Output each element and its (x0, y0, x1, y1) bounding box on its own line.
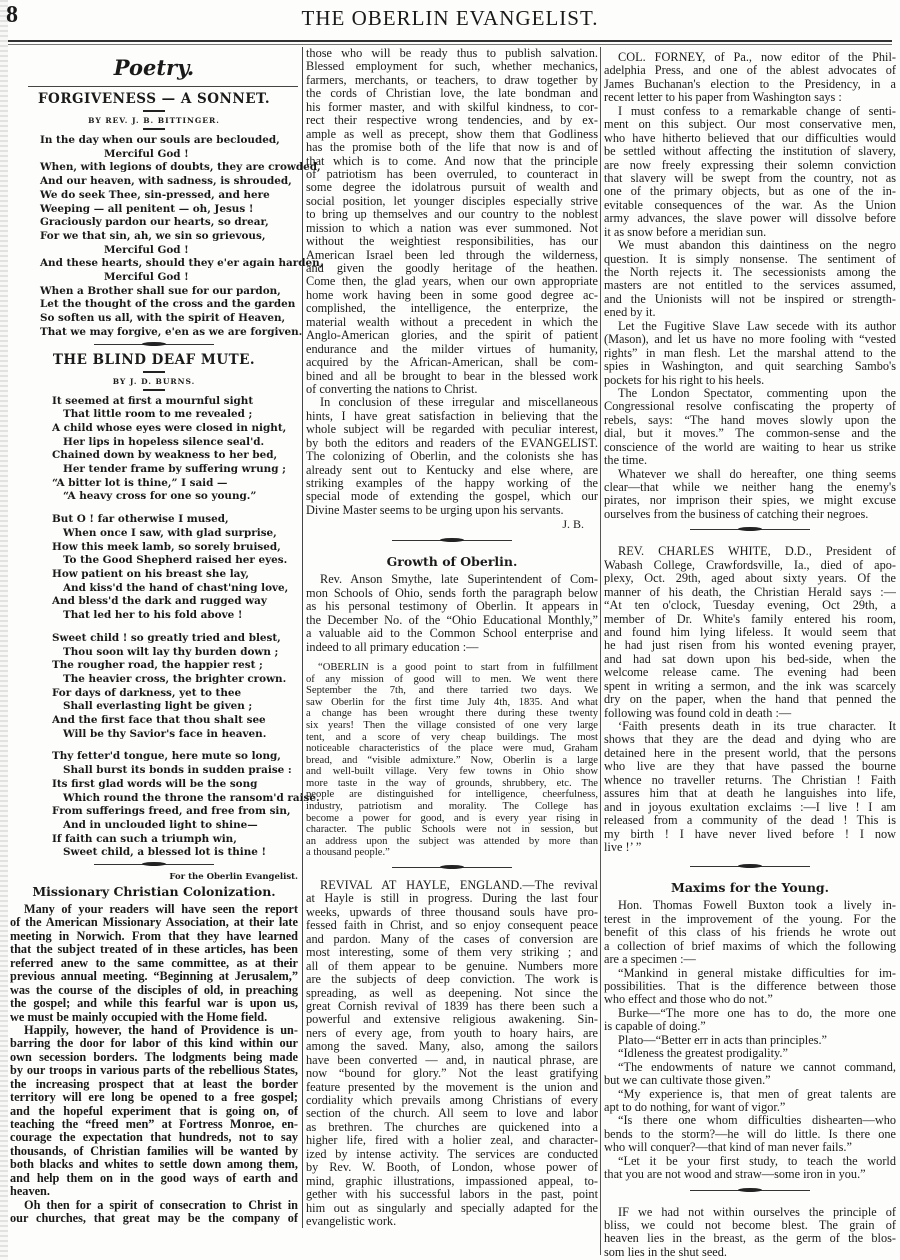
text-line: detained here in the present world, that the persons (604, 746, 896, 760)
text-line: is capable of doing.” (604, 1020, 706, 1034)
text-line: to bring up themselves and our country to the noblest (306, 208, 598, 222)
text-line: previous annual meeting. “Beginning at Jerusalem,” (10, 970, 298, 984)
text-line: referred anew to the same committee, as at their (10, 956, 298, 970)
ornament-divider (690, 1190, 810, 1194)
text-line: as brethren. The churches are quickened into a (306, 1120, 598, 1134)
text-line: teaching the “freed men” at Fortress Monroe, en- (10, 1118, 298, 1132)
text-line: the cords of Christian love, the late bondman and (306, 87, 598, 101)
poem-byline-blind-deaf-mute: BY J. D. BURNS. (112, 376, 196, 386)
text-line: spent in writing a sermon, and the ink was scarcely (604, 679, 896, 693)
text-line: and help them on in the good ways of earth and (10, 1171, 298, 1185)
text-line: Whatever we shall do hereafter, one thing seems (618, 467, 896, 481)
text-line: social position, let younger disciples especially strive (306, 194, 598, 208)
text-line: meeting in Norwich. From that they have learned (10, 929, 298, 943)
poem-line: Merciful God ! (104, 243, 189, 256)
poem-line: From sufferings freed, and free from sin, (52, 805, 291, 818)
text-line: The colonizing of Oberlin, and the colonists she has (306, 450, 598, 464)
text-line: Let the Fugitive Slave Law secede with its author (618, 319, 896, 333)
poem-line: That led her to his fold above ! (63, 609, 243, 622)
text-line: a change has been wrought there during these twenty (306, 708, 598, 720)
text-line: of patriotism has been overruled, to counteract in (306, 167, 598, 181)
text-line: “The endowments of nature we cannot command, (618, 1060, 896, 1074)
text-line: “My experience is, that men of great talents are (618, 1087, 896, 1101)
text-line: and the Unionists will not be inspired or strength- (604, 292, 896, 306)
poem-line: Thy fetter'd tongue, here mute so long, (52, 750, 281, 763)
text-line: of any mission of good will to men. We went there (306, 673, 598, 685)
article-growth-intro (306, 573, 598, 654)
text-line: pockets for his right to his heels. (604, 373, 765, 387)
poem-line: And kiss'd the hand of chast'ning love, (63, 581, 289, 594)
left-column (10, 47, 324, 1226)
text-line: special mode of extending the gospel, which our (306, 490, 598, 504)
poem-line: When a Brother shall sue for our pardon, (40, 284, 281, 297)
text-line: indeed to all primary education :— (306, 640, 479, 654)
text-line: Hon. Thomas Fowell Buxton took a lively in- (618, 899, 896, 913)
text-line: be settled without affecting the institution of slavery, (604, 145, 896, 159)
text-line: was the course of the disciples of old, in preaching (10, 983, 298, 997)
poem-line: The rougher road, the happier rest ; (52, 659, 263, 672)
masthead-rule (8, 40, 892, 45)
text-line: shows that they are the dead and dying who are (604, 733, 896, 747)
article-title-maxims: Maxims for the Young. (670, 880, 829, 896)
poem-line: Her lips in hopeless silence seal'd. (63, 435, 265, 448)
text-line: that slavery will be swept from the country, not as (604, 171, 896, 185)
text-line: home work having been in some good degree ac- (306, 288, 598, 302)
poem-title-blind-deaf-mute: THE BLIND DEAF MUTE. (52, 351, 256, 368)
text-line: bined and all be brought to bear in the blessed work (306, 369, 598, 383)
text-line: assures him that at death he languishes into life, (604, 787, 896, 801)
text-line: ‘Faith presents death in its true character. It (618, 720, 896, 733)
text-line: at Hayle is still in progress. During the last four (306, 892, 598, 906)
poem-line: A child whose eyes were closed in night, (52, 421, 287, 434)
poem-line: And in unclouded light to shine— (63, 818, 258, 831)
text-line: whence no traveller returns. The Christian ! Faith (604, 773, 896, 787)
poem-forgiveness (10, 134, 324, 340)
text-line: In conclusion of these irregular and miscellaneous (320, 396, 598, 410)
text-line: both blacks and whites to settle down among them, (10, 1158, 298, 1172)
text-line: “Is there one whom difficulties dishearten—who (618, 1114, 896, 1128)
text-line: thousands, of Christian families will be wanted by (10, 1144, 298, 1158)
title-rule (143, 110, 165, 112)
text-line: some degree the idolatrous pursuit of wealth and (306, 181, 598, 195)
text-line: som lies in the shut seed. (604, 1245, 727, 1259)
text-line: cordiality which prevails among Christians of every (306, 1094, 598, 1108)
right-column (600, 47, 896, 1259)
text-line: have been converted — and, in nautical phrase, are (306, 1053, 598, 1067)
article-missionary-body (10, 903, 298, 1226)
poem-line: Let the thought of the cross and the garden (40, 298, 296, 311)
text-line: that which is to come. And now that the principle (306, 154, 598, 168)
poem-line: In the day when our souls are beclouded, (40, 134, 280, 146)
text-line: James Buchanan's election to the Presidency, in a (604, 77, 896, 91)
text-line: character. The public Schools were not in session, but (306, 824, 598, 836)
text-line: evitable consequences of the war. As the Union (604, 198, 896, 212)
text-line: ourselves from the business of catching their negroes. (604, 507, 869, 521)
text-line: rebels, says: “The hand moves slowly upon the (604, 413, 896, 427)
text-line: Anglo-American glories, and the spirit of patient (306, 329, 598, 343)
text-line: tent, and a score of very cheap buildings. The most (306, 731, 598, 743)
poem-line: Merciful God ! (104, 271, 189, 284)
text-line: live !’ ” (604, 840, 642, 854)
text-line: heaven. (10, 1185, 50, 1199)
poem-line: Her tender frame by suffering wrung ; (63, 463, 286, 476)
article-signature: J. B. (562, 517, 584, 532)
poem-line: How this meek lamb, so sorely bruised, (52, 540, 281, 553)
byline-rule (143, 128, 165, 130)
page-edge-speckle (0, 0, 8, 1260)
text-line: Burke—“The more one has to do, the more one (618, 1006, 896, 1020)
text-line: question. It is simply nonsense. The sentiment of (604, 252, 896, 266)
poem-line: If faith can such a triumph win, (52, 832, 237, 845)
poem-line: For days of darkness, yet to thee (52, 686, 242, 699)
text-line: fessed faith in Christ, and so enjoy consequent peace (306, 919, 598, 933)
poem-line: To the Good Shepherd raised her eyes. (63, 554, 288, 567)
text-line: his former master, and with skilful kindness, to cor- (306, 100, 598, 114)
text-line: REV. CHARLES WHITE, D.D., President of (618, 545, 896, 559)
text-line: great Cornish revival of 1839 has there been such a (306, 999, 598, 1013)
text-line: ample as well as precept, show them that Godliness (306, 127, 598, 141)
text-line: adelphia Press, and one of the ablest advocates of (604, 64, 896, 78)
text-line: heaven lies in the breast, as the germ of the blos- (604, 1232, 896, 1246)
text-line: that you are not wood and straw—some iron in you.” (604, 1168, 866, 1182)
poem-line: “A bitter lot is thine,” I said — (52, 476, 228, 489)
text-line: him out as singularly and specially adapted for the (306, 1201, 598, 1215)
text-line: welcome release came. The evening had been (604, 666, 896, 680)
text-line: pirates, nor imprison their spies, we might excuse (604, 494, 896, 508)
article-maxims-for-the-young (604, 899, 896, 1181)
text-line: mon Schools of Ohio, sends forth the paragraph below (306, 586, 598, 600)
text-line: but we can cultivate those given.” (604, 1074, 771, 1088)
poem-line: When once I saw, with glad surprise, (63, 526, 277, 539)
poem-line: How patient on his breast she lay, (52, 567, 250, 580)
text-line: weeks, upwards of three thousand souls have pro- (306, 905, 598, 919)
text-line: and the hopeful experiment that is going on, of (10, 1104, 298, 1118)
poem-line: “A heavy cross for one so young.” (63, 490, 257, 503)
text-line: Wabash College, Crawfordsville, Ia., died of apo- (604, 558, 896, 572)
ornament-divider (690, 866, 810, 870)
text-line: those who will be ready thus to publish salvation. (306, 47, 598, 60)
text-line: REVIVAL AT HAYLE, ENGLAND.—The revival (320, 879, 598, 893)
poem-line: So soften us all, with the spirit of Heaven, (40, 312, 286, 325)
text-line: by Rev. W. Booth, of London, whose power of (306, 1161, 598, 1175)
text-line: of the American Missionary Association, at their late (10, 916, 298, 930)
text-line: Happily, however, the hand of Providence is un- (24, 1023, 298, 1037)
text-line: more taste in the way of grounds, shrubbery, etc. The (306, 777, 598, 789)
text-line: has the promise both of the life that now is and of (306, 141, 598, 155)
article-principle-of-bliss (604, 1206, 896, 1260)
text-line: member of Dr. White's family entered his room, (604, 612, 896, 626)
text-line: own secession borders. The lodgments being made (10, 1050, 298, 1064)
text-line: spreading, as well as deepening. Not since the (306, 986, 598, 1000)
text-line: we must be mainly occupied with the Home field. (10, 1010, 268, 1024)
text-line: and pardon. Many of the cases of conversion are (306, 932, 598, 946)
text-line: are a specimen :— (604, 953, 696, 967)
poem-line: The heavier cross, the brighter crown. (63, 672, 287, 685)
text-line: already sent out to Kentucky and else where, are (306, 463, 598, 477)
text-line: ment on this subject. Our most conservative men, (604, 118, 896, 132)
text-line: manner of his death, the Christian Herald says :— (604, 585, 896, 599)
text-line: whole subject will be regarded with peculiar interest, (306, 423, 598, 437)
article-revival-at-hayle (306, 879, 598, 1228)
text-line: Rev. Anson Smythe, late Superintendent of Com- (320, 573, 598, 587)
text-line: bends to the storm?—he will do little. Is there one (604, 1127, 896, 1141)
text-line: the North rejects it. The secessionists among the (604, 266, 896, 279)
article-title-missionary: Missionary Christian Colonization. (32, 884, 276, 900)
text-line: farmers, merchants, or teachers, to draw together by (306, 73, 598, 87)
text-line: noticeable characteristics of the place were mud, Graham (306, 743, 598, 755)
text-line: apt to do nothing, for want of vigor.” (604, 1100, 786, 1114)
text-line: it as snow before a meridian sun. (604, 225, 767, 239)
text-line: and given the goodly heritage of the heathen. (306, 262, 598, 275)
article-attribution: For the Oberlin Evangelist. (169, 872, 298, 883)
byline-rule (143, 389, 165, 391)
text-line: who effect and those who do not.” (604, 993, 773, 1007)
text-line: that the subject treated of in these articles, has been (10, 943, 298, 957)
text-line: clear—that while we neither hang the enemy's (604, 481, 896, 494)
poem-title-forgiveness: FORGIVENESS — A SONNET. (37, 91, 271, 107)
poem-line: It seemed at first a mournful sight (52, 394, 254, 407)
article-missionary-continuation (306, 47, 598, 517)
text-line: Plato—“Better err in acts than principles.” (618, 1033, 827, 1047)
poem-line: Sweet child ! so greatly tried and blest, (52, 631, 281, 644)
article-rev-charles-white (604, 545, 896, 854)
text-line: mission to which a nation was ever summoned. Not (306, 221, 598, 235)
text-line: industry, patriotism and morality. The College has (306, 801, 598, 813)
poem-line: For we that sin, ah, we sin so grievous, (40, 229, 266, 242)
text-line: dry on the paper, when the hand that penned the (604, 693, 896, 707)
section-rule (28, 86, 298, 87)
text-line: ened by it. (604, 306, 656, 320)
text-line: released from a community of the dead ! This is (604, 814, 896, 828)
text-line: evangelistic work. (306, 1214, 397, 1228)
text-line: bliss, we could not become blest. The grain of (604, 1219, 896, 1232)
text-line: striking examples of the happy working of the (306, 477, 598, 490)
text-line: people are distinguished for intelligence, cheerfulness, (306, 789, 598, 801)
text-line: are now freely expressing their solemn conviction (604, 158, 896, 172)
poem-line: Shall everlasting light be given ; (63, 700, 253, 713)
text-line: dial, but it moves.” The common-sense and the (604, 427, 896, 441)
text-line: an address upon the subject was attended by more than (306, 835, 598, 847)
text-line: spies in Washington, and quit searching Sambo's (604, 360, 896, 374)
text-line: IF we had not within ourselves the principle of (618, 1205, 896, 1219)
text-line: saw Oberlin for the first time July 4th, 1835. And what (306, 696, 598, 708)
text-line: Divine Master seems to be urging upon his servants. (306, 503, 564, 517)
text-line: a thousand people.” (306, 847, 390, 859)
text-line: feature presented by the movement is the union and (306, 1080, 598, 1094)
text-line: acquired by the African-American, shall be com- (306, 356, 598, 370)
text-line: “Idleness the greatest prodigality.” (618, 1047, 788, 1061)
text-line: possibilities. That is the difference between those (604, 980, 896, 993)
text-line: our churches, that great may be the company of (10, 1212, 298, 1226)
text-line: one of the primary objects, but as one of the in- (604, 185, 896, 199)
text-line: powerful and extensive religious awakening. Sin- (306, 1013, 598, 1027)
text-line: the December No. of the “Ohio Educational Monthly,” (306, 613, 598, 627)
text-line: Many of your readers will have seen the report (24, 903, 298, 917)
text-line: (Mason), and let us have no more fooling with “vested (604, 333, 896, 347)
text-line: among the saved. Many, also, among the sailors (306, 1040, 598, 1054)
section-heading-poetry: Poetry. (113, 55, 195, 80)
text-line: six years! Then the village consisted of one very large (306, 719, 598, 731)
text-line: bread, and “visible admixture.” Now, Oberlin is a large (306, 754, 598, 766)
title-rule (143, 371, 165, 373)
text-line: mind, graphic illustrations, impassioned appeal, to- (306, 1174, 598, 1188)
text-line: are the subjects of deep conviction. The work is (306, 973, 598, 987)
text-line: rights” in man flesh. Let the marshal attend to the (604, 346, 896, 360)
poem-line: And bless'd the dark and rugged way (52, 595, 267, 608)
text-line: complished, the intelligence, the enterprize, the (306, 302, 598, 316)
text-line: gether with his successful labors in the past, point (306, 1188, 598, 1202)
text-line: without the weightiest responsibilities, has our (306, 235, 598, 249)
text-line: who live are they that have passed the bourne (604, 760, 896, 774)
poem-byline-forgiveness: BY REV. J. B. BITTINGER. (88, 116, 220, 125)
poem-line: And our heaven, with sadness, is shrouded, (40, 175, 292, 188)
text-line: section of the church. All seem to love and labor (306, 1107, 598, 1121)
text-line: the gospel; and while this fearful war is upon us, (10, 997, 298, 1011)
poem-line: Weeping — all penitent — oh, Jesus ! (40, 202, 254, 215)
poem-line: We do seek Thee, sin-pressed, and here (40, 188, 270, 201)
text-line: endurance and the milder virtues of humanity, (306, 342, 598, 356)
text-line: who have hitherto believed that our difficulties would (604, 131, 896, 145)
text-line: The London Spectator, commenting upon the (618, 386, 896, 400)
ornament-divider (94, 344, 214, 348)
text-line: Blessed employment for such, whether mechanics, (306, 60, 598, 74)
text-line: Congressional resolve confiscating the property of (604, 400, 896, 414)
poem-line: Merciful God ! (104, 147, 189, 160)
masthead-title: THE OBERLIN EVANGELIST. (301, 6, 599, 30)
text-line: Come then, the glad years, when our own appropriate (306, 275, 598, 289)
text-line: Oh then for a spirit of consecration to Christ in (24, 1198, 298, 1212)
poem-line: Sweet child, a blessed lot is thine ! (63, 846, 267, 859)
text-line: and had sat down upon his bed-side, when the (604, 652, 896, 666)
text-line: army advances, the slave power will dissolve before (604, 212, 896, 226)
text-line: of converting the nations to Christ. (306, 382, 478, 396)
ornament-divider (392, 867, 512, 871)
poem-line: That we may forgive, e'en as we are forgiven. (40, 325, 303, 338)
text-line: a collection of brief maxims of which the following (604, 939, 896, 953)
text-line: and in joyous exultation exclaims :—I live ! I am (604, 800, 896, 814)
text-line: the increasing prospect that at least the border (10, 1077, 298, 1091)
text-line: COL. FORNEY, of Pa., now editor of the Phil- (618, 51, 896, 64)
article-col-forney (604, 51, 896, 521)
text-line: masters are not entitled to the services assumed, (604, 279, 896, 293)
text-line: benefit of this class of his friends he wrote out (604, 926, 896, 940)
text-line: a valuable aid to the Common School enterprise and (306, 627, 598, 641)
text-line: who will conquer?—that kind of man never fails.” (604, 1141, 852, 1155)
poem-line: Which round the throne the ransom'd raise. (63, 791, 320, 804)
text-line: “Let it be your first study, to teach the world (618, 1154, 896, 1168)
poem-line: Graciously pardon our hearts, so drear, (40, 216, 269, 229)
text-line: following was found cold in death :— (604, 706, 792, 720)
middle-column (302, 47, 598, 1228)
ornament-divider (94, 864, 214, 868)
text-line: by both the editors and readers of the EVANGELIST. (306, 436, 598, 450)
poem-blind-deaf-mute (10, 394, 320, 861)
text-line: “OBERLIN is a good point to start from in fulfillment (318, 661, 598, 673)
text-line: he had just risen from his wonted evening prayer, (604, 639, 896, 653)
text-line: conscience of the world are waiting to hear us strike (604, 440, 896, 454)
text-line: American Israel been led through the wilderness, (306, 248, 598, 262)
poem-line: Shall burst its bonds in sudden praise : (63, 764, 292, 777)
text-line: now “bound for glory.” Not the least gratifying (306, 1067, 598, 1081)
text-line: We must abandon this daintiness on the negro (618, 239, 896, 253)
text-line: most interesting, some of them very striking ; and (306, 946, 598, 960)
text-line: terest in the improvement of the young. For the (604, 912, 896, 926)
poem-line: And these hearts, should they e'er again harden, (40, 257, 324, 270)
text-line: my birth ! I have never lived before ! I now (604, 827, 896, 841)
text-line: and found him lying lifeless. It would seem that (604, 625, 896, 639)
text-line: become a power for good, and is every year rising in (306, 812, 598, 824)
article-title-growth-of-oberlin: Growth of Oberlin. (386, 554, 518, 570)
article-growth-quote (306, 662, 598, 859)
text-line: September the 7th, and there tarried two days. We (306, 685, 598, 697)
poem-line: Chained down by weakness to her bed, (52, 449, 278, 462)
text-line: “At ten o'clock, Tuesday evening, Oct 29th, a (604, 599, 896, 613)
text-line: barring the door for labor of this kind within our (10, 1037, 298, 1051)
poem-line: Will be thy Savior's face in heaven. (63, 727, 267, 740)
page-number: 8 (6, 2, 18, 28)
poem-line: When, with legions of doubts, they are crowded, (40, 161, 321, 174)
poem-line: And the first face that thou shalt see (52, 714, 266, 727)
text-line: and well-built village. Very few towns in Ohio show (306, 766, 598, 778)
text-line: rect their respective wrong tendencies, and by ex- (306, 114, 598, 128)
text-line: all of them appear to be genuine. Numbers more (306, 959, 598, 973)
ornament-divider (690, 529, 810, 533)
text-line: as his personal testimony of Oberlin. It appears in (306, 600, 598, 614)
text-line: territory will ere long be opened to a free gospel; (10, 1091, 298, 1105)
text-line: courage the expectation that hundreds, not to say (10, 1131, 298, 1145)
poem-line: Thou soon wilt lay thy burden down ; (63, 645, 279, 658)
text-line: the time. (604, 454, 648, 468)
text-line: ized by intense activity. The services are conducted (306, 1147, 598, 1161)
text-line: material wealth without a precedent in which the (306, 315, 598, 329)
poem-line: That little room to me revealed ; (63, 408, 253, 421)
poem-line: Its first glad words will be the song (52, 777, 258, 790)
text-line: “Mankind in general mistake difficulties for im- (618, 966, 896, 980)
text-line: I must confess to a remarkable change of senti- (618, 104, 896, 118)
text-line: ners of every age, from youth to hoary hairs, are (306, 1026, 598, 1040)
text-line: by our troops in various parts of the rebellious States, (10, 1064, 298, 1078)
text-line: recent letter to his paper from Washington says : (604, 91, 842, 105)
ornament-divider (392, 540, 512, 544)
text-line: plexy, Oct. 29th, aged about sixty years. Of the (604, 572, 896, 586)
text-line: hints, I have great satisfaction in believing that the (306, 409, 598, 423)
poem-line: But O ! far otherwise I mused, (52, 513, 229, 526)
text-line: higher life, fired with a holier zeal, and character- (306, 1134, 598, 1148)
